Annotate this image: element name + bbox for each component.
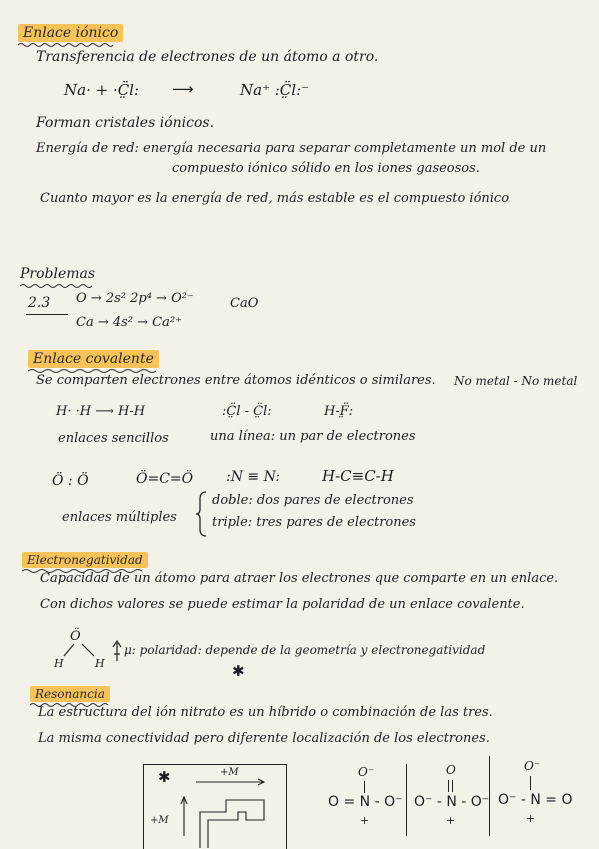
lewis-formula: :N ≡ N:: [226, 469, 281, 485]
text-line: triple: tres pares de electrones: [212, 515, 416, 530]
problem-row: O → 2s² 2p⁴ → O²⁻: [76, 291, 194, 306]
text-line: compuesto iónico sólido en los iones gaseosos.: [172, 161, 480, 176]
nitrate-structure-3: O⁻ - N = O: [498, 792, 573, 808]
bond-line: [448, 780, 449, 792]
lewis-formula: H· ·H ⟶ H-H: [56, 404, 146, 419]
section-title-enlace-ionico: Enlace iónico: [18, 24, 123, 42]
problem-answer: CaO: [230, 296, 259, 311]
formal-charge: +: [526, 812, 536, 825]
section-title-electronegatividad: Electronegatividad: [22, 552, 148, 568]
sketch-label: +M: [220, 767, 239, 778]
sketch-up-arrow: [180, 796, 188, 836]
bond-line: [364, 781, 365, 793]
text-line: La estructura del ión nitrato es un híbrido o combinación de las tres.: [38, 705, 493, 720]
water-hydrogen: H: [54, 657, 64, 670]
text-line: Transferencia de electrones de un átomo a otro.: [36, 49, 379, 65]
nitrate-structure-1: O = N - O⁻: [328, 794, 403, 810]
text-line: enlaces múltiples: [62, 510, 177, 525]
problem-number: 2.3: [28, 295, 51, 311]
equation-reactants: Na· + ·C̤̈l:: [64, 81, 140, 99]
text-line: No metal - No metal: [454, 374, 578, 388]
text-line: Energía de red: energía necesaria para separar completamente un mol de un: [36, 141, 547, 156]
lewis-formula: Ö=C=Ö: [136, 471, 194, 487]
text-line: Capacidad de un átomo para atraer los electrones que comparte en un enlace.: [40, 571, 559, 586]
sketch-arrow: [196, 778, 266, 786]
nitrate-atom: O⁻: [524, 759, 541, 773]
section-title-resonancia: Resonancia: [30, 686, 110, 702]
bond-line: [452, 780, 453, 792]
arrow-icon: ⟶: [172, 80, 194, 98]
star-icon: ✱: [158, 768, 171, 786]
nitrate-atom: O: [446, 763, 456, 777]
section-title-enlace-covalente: Enlace covalente: [28, 350, 159, 368]
sketch-profile: [194, 790, 278, 848]
text-line: una línea: un par de electrones: [210, 429, 416, 444]
problem-row: Ca → 4s² → Ca²⁺: [76, 315, 182, 330]
dipole-arrow-icon: [112, 640, 122, 662]
separator: [406, 764, 407, 836]
formal-charge: +: [446, 814, 456, 827]
formal-charge: +: [360, 814, 370, 827]
star-icon: ✱: [232, 662, 245, 680]
text-line: Con dichos valores se puede estimar la polaridad de un enlace covalente.: [40, 597, 525, 612]
lewis-formula: H-C≡C-H: [322, 467, 394, 485]
text-line: μ: polaridad: depende de la geometría y electronegatividad: [124, 643, 486, 657]
lewis-formula: H-F̤̈:: [324, 404, 354, 419]
text-line: La misma conectividad pero diferente localización de los electrones.: [38, 731, 490, 746]
separator: [489, 756, 490, 836]
text-line: Cuanto mayor es la energía de red, más estable es el compuesto iónico: [40, 191, 510, 206]
curly-brace: [196, 491, 208, 537]
nitrate-atom: O⁻: [358, 765, 375, 779]
wavy-underline: [20, 283, 92, 289]
text-line: doble: dos pares de electrones: [212, 493, 414, 508]
problems-title: Problemas: [20, 266, 96, 282]
lewis-formula: :C̤̈l - C̤̈l:: [222, 404, 272, 419]
lewis-formula: Ö : Ö: [52, 473, 89, 489]
text-line: Forman cristales iónicos.: [36, 115, 215, 131]
equation-products: Na⁺ :C̤̈l:⁻: [240, 81, 310, 99]
underline: [26, 314, 68, 315]
bond-line: [530, 776, 531, 790]
water-oxygen: Ö: [70, 629, 81, 644]
water-hydrogen: H: [95, 657, 105, 670]
text-line: enlaces sencillos: [58, 431, 169, 446]
wavy-underline: [18, 42, 113, 48]
sketch-label: +M: [150, 815, 169, 826]
nitrate-structure-2: O⁻ - N - O⁻: [414, 794, 490, 810]
text-line: Se comparten electrones entre átomos idénticos o similares.: [36, 373, 436, 388]
